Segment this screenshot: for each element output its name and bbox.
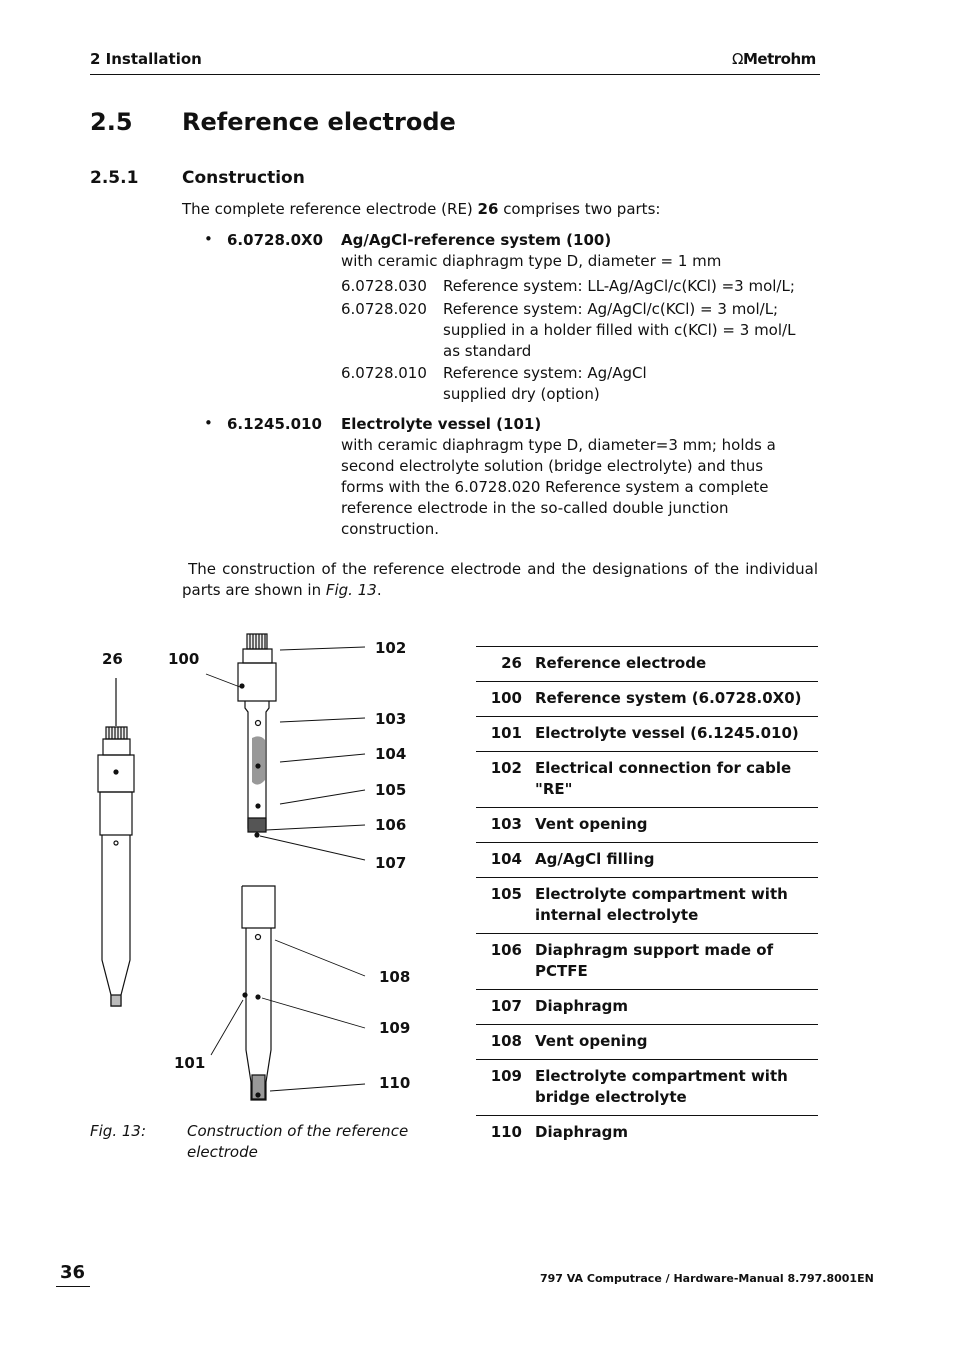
item2-title-a: Electrolyte vessel ( (341, 415, 504, 433)
legend-number: 26 (501, 654, 522, 672)
footer-doc-id: 797 VA Computrace / Hardware-Manual 8.797.8001EN (540, 1272, 874, 1285)
caption-label: Fig. 13: (90, 1122, 146, 1140)
figure-label: 101 (174, 1054, 206, 1072)
figure-label: 108 (379, 968, 411, 986)
sub-code: 6.0728.010 (341, 364, 427, 382)
legend-text-line: bridge electrolyte (535, 1088, 687, 1106)
item1-title-a: Ag/AgCl-reference system ( (341, 231, 574, 249)
legend-text (535, 1066, 818, 1108)
page-number: 36 (60, 1262, 86, 1283)
item1-title-num: 100 (573, 231, 605, 249)
legend-row (476, 842, 818, 877)
subsection-heading (90, 168, 305, 188)
legend-number: 102 (490, 759, 522, 777)
para-line-2 (182, 580, 382, 601)
item2-title-num: 101 (503, 415, 535, 433)
legend-row (476, 933, 818, 989)
legend-text: Reference system (6.0728.0X0) (535, 689, 802, 707)
sub-line: Reference system: Ag/AgCl/c(KCl) = 3 mol/L; (443, 300, 779, 318)
legend-number: 105 (490, 885, 522, 903)
legend-row (476, 1115, 818, 1150)
sub-code: 6.0728.030 (341, 277, 427, 295)
figure-label: 104 (375, 745, 407, 763)
sub-line: supplied dry (option) (443, 385, 600, 403)
item2-line: construction. (341, 520, 440, 538)
legend-row (476, 646, 818, 681)
legend-text: Reference electrode (535, 654, 707, 672)
page-number-rule (56, 1286, 90, 1287)
running-header: 2 Installation (90, 50, 202, 68)
legend-text (535, 884, 818, 926)
item1-desc: with ceramic diaphragm type D, diameter = 1 mm (341, 252, 722, 270)
legend-text-line: PCTFE (535, 962, 588, 980)
item1-title-b: ) (604, 231, 612, 249)
figure-label: 103 (375, 710, 407, 728)
legend-text: Vent opening (535, 815, 648, 833)
legend-text: Diaphragm (535, 997, 629, 1015)
item1-code: 6.0728.0X0 (227, 231, 324, 249)
legend-number: 103 (490, 815, 522, 833)
item2-line: with ceramic diaphragm type D, diameter=3 mm; holds a (341, 436, 776, 454)
reference-electrode-drawing (98, 678, 134, 1006)
legend-number: 106 (490, 941, 522, 959)
figure-label: 107 (375, 854, 407, 872)
sub-code: 6.0728.020 (341, 300, 427, 318)
leader-lines (206, 647, 365, 1091)
legend-text: Diaphragm (535, 1123, 629, 1141)
legend-row (476, 989, 818, 1024)
legend-table (476, 646, 818, 1150)
legend-number: 109 (490, 1067, 522, 1085)
legend-text-line: Electrolyte compartment with (535, 885, 788, 903)
legend-text-line: Electrical connection for cable (535, 759, 792, 777)
metrohm-logo (732, 50, 816, 68)
item2-title (341, 414, 541, 435)
legend-row (476, 1059, 818, 1115)
sub-line: Reference system: LL-Ag/AgCl/c(KCl) =3 mol/L; (443, 277, 795, 295)
header-rule (90, 74, 820, 75)
legend-row (476, 681, 818, 716)
electrolyte-vessel-drawing (242, 886, 275, 1100)
legend-row (476, 807, 818, 842)
subsection-title: Construction (182, 168, 305, 188)
bullet-icon: • (204, 230, 213, 248)
figure-label: 26 (102, 650, 123, 668)
item2-line: forms with the 6.0728.020 Reference system a complete (341, 478, 769, 496)
intro-text (182, 199, 660, 220)
legend-number: 107 (490, 997, 522, 1015)
reference-system-drawing (238, 634, 276, 837)
legend-row (476, 716, 818, 751)
figure-label: 110 (379, 1074, 411, 1092)
legend-text (535, 940, 818, 982)
legend-text-line: "RE" (535, 780, 573, 798)
legend-number: 101 (490, 724, 522, 742)
metrohm-logo-icon: Ω (732, 50, 743, 68)
figure-label: 106 (375, 816, 407, 834)
legend-text-line: Electrolyte compartment with (535, 1067, 788, 1085)
item2-line: second electrolyte solution (bridge electrolyte) and thus (341, 457, 764, 475)
figure-label: 100 (168, 650, 200, 668)
legend-text: Electrolyte vessel (6.1245.010) (535, 724, 799, 742)
para-line2-b: . (376, 581, 382, 599)
fig-reference: Fig. 13 (325, 581, 377, 599)
figure-label: 109 (379, 1019, 411, 1037)
subsection-number: 2.5.1 (90, 168, 139, 188)
intro-before: The complete reference electrode (RE) (182, 200, 478, 218)
item1-title (341, 230, 611, 251)
intro-after: comprises two parts: (498, 200, 661, 218)
item2-title-b: ) (534, 415, 542, 433)
caption-line: Construction of the reference (187, 1122, 409, 1140)
section-heading (90, 108, 456, 136)
item2-code: 6.1245.010 (227, 415, 322, 433)
legend-number: 108 (490, 1032, 522, 1050)
intro-ref: 26 (477, 200, 499, 218)
section-title: Reference electrode (182, 108, 456, 136)
item2-line: reference electrode in the so-called double junction (341, 499, 729, 517)
legend-text: Vent opening (535, 1032, 648, 1050)
figure-label: 102 (375, 639, 407, 657)
legend-row (476, 751, 818, 807)
legend-text: Ag/AgCl filling (535, 850, 655, 868)
para-line-1: The construction of the reference electrode and the designations of the individual (182, 560, 818, 578)
metrohm-logo-text: Metrohm (742, 50, 816, 68)
sub-line: Reference system: Ag/AgCl (443, 364, 647, 382)
figure-label: 105 (375, 781, 407, 799)
legend-number: 100 (490, 689, 522, 707)
bullet-icon: • (204, 414, 213, 432)
legend-text (535, 758, 818, 800)
para-line2-a: parts are shown in (182, 581, 326, 599)
legend-text-line: internal electrolyte (535, 906, 699, 924)
section-number: 2.5 (90, 108, 133, 136)
legend-number: 110 (490, 1123, 522, 1141)
legend-number: 104 (490, 850, 522, 868)
caption-line: electrode (187, 1143, 258, 1161)
legend-text-line: Diaphragm support made of (535, 941, 774, 959)
sub-line: as standard (443, 342, 532, 360)
legend-row (476, 1024, 818, 1059)
legend-row (476, 877, 818, 933)
sub-line: supplied in a holder filled with c(KCl) = 3 mol/L (443, 321, 796, 339)
